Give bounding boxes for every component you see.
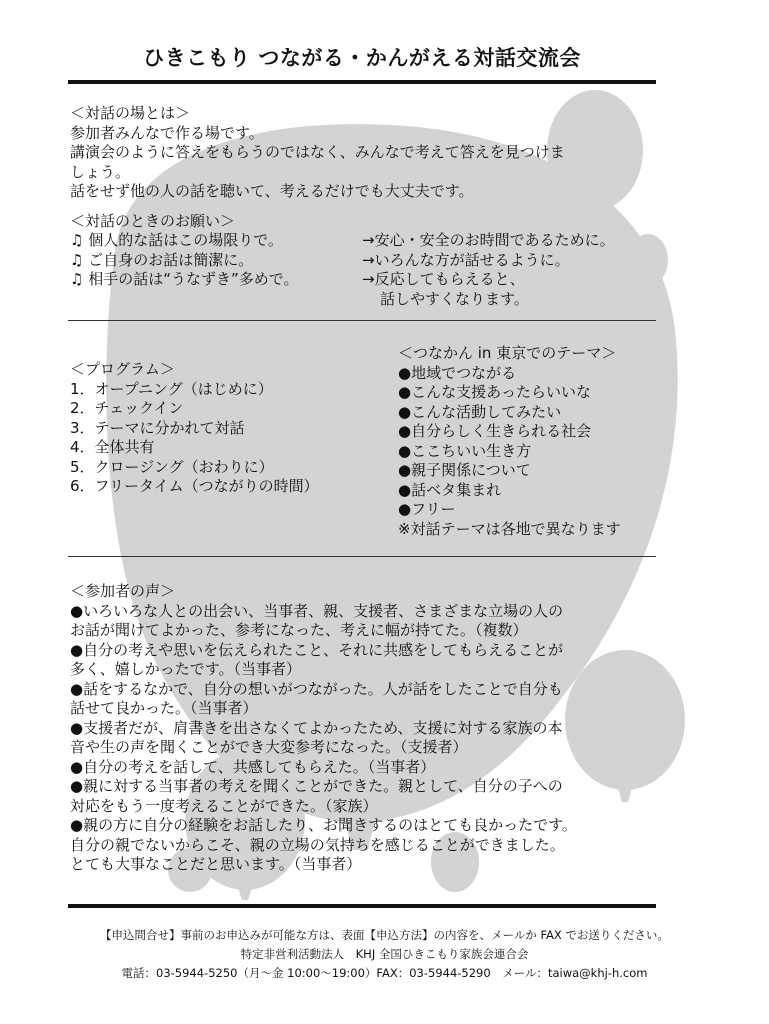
themes-note: ※対話テーマは各地で異なります	[398, 519, 621, 538]
program-item: 4．全体共有	[70, 438, 155, 456]
footer	[40, 926, 729, 983]
voice-line: ●いろいろな人との出会い、当事者、親、支援者、さまざまな立場の人の	[70, 601, 564, 620]
voice-line: 対応をもう一度考えることができた。（家族）	[70, 796, 378, 815]
program-item: 5．クロージング（おわりに）	[70, 457, 274, 476]
request-item: ♫ 相手の話は“うなずき”多めで。	[70, 270, 299, 288]
intro-line: 話をせず他の人の話を聴いて、考えるだけでも大丈夫です。	[70, 182, 474, 200]
intro-heading: ＜対話の場とは＞	[70, 104, 191, 122]
footer-contact: 電話：03-5944-5250（月～金 10:00～19:00）FAX：03-5944-5290 メール：taiwa@khj-h.com	[121, 966, 648, 980]
program-heading: ＜プログラム＞	[70, 360, 175, 378]
request-item: ♫ 個人的な話はこの場限りで。	[70, 231, 283, 249]
theme-item: ●こんな活動してみたい	[398, 402, 562, 421]
page-title: ひきこもり つながる・かんがえる対話交流会	[143, 46, 581, 70]
requests-left-column	[70, 231, 298, 290]
request-reason: →反応してもらえると、	[362, 270, 525, 288]
voice-line: 話せて良かった。（当事者）	[70, 699, 258, 717]
section-divider	[68, 320, 656, 321]
voice-line: 音や生の声を聞くことができ大変参考になった。（支援者）	[70, 738, 468, 756]
program-item: 6．フリータイム（つながりの時間）	[70, 477, 319, 495]
voice-line: ●親の方に自分の経験をお話したり、お聞きするのはとても良かったです。	[70, 816, 577, 834]
theme-item: ●フリー	[398, 500, 456, 518]
title-rule	[68, 80, 656, 84]
intro-line: 参加者みんなで作る場です。	[70, 123, 264, 142]
intro-line: しょう。	[70, 162, 131, 181]
program-section	[70, 360, 319, 497]
section-divider	[68, 556, 656, 557]
voice-line: お話が聞けてよかった、参考になった、考えに幅が持てた。（複数）	[70, 621, 528, 639]
voices-section	[70, 582, 577, 875]
voice-line: ●自分の考えを話して、共感してもらえた。（当事者）	[70, 757, 436, 776]
themes-section	[398, 344, 621, 539]
theme-item: ●話ベタ集まれ	[398, 480, 502, 499]
program-item: 2．チェックイン	[70, 399, 184, 417]
voices-heading: ＜参加者の声＞	[70, 582, 176, 600]
theme-item: ●ここちいい生き方	[398, 441, 532, 460]
theme-item: ●地域でつながる	[398, 363, 517, 382]
program-item: 3．テーマに分かれて対話	[70, 418, 245, 437]
requests-heading: ＜対話のときのお願い＞	[70, 212, 236, 230]
footer-inquiry: 【申込問合せ】事前のお申込みが可能な方は、表面【申込方法】の内容を、メールか FAX でお送りください。	[100, 928, 669, 942]
theme-item: ●親子関係について	[398, 461, 531, 479]
voice-line: 多く、嬉しかったです。（当事者）	[70, 660, 302, 678]
footer-organization: 特定非営利活動法人 KHJ 全国ひきこもり家族会連合会	[240, 947, 529, 961]
request-reason-continuation: 話しやすくなります。	[380, 289, 529, 308]
voice-line: ●支援者だが、肩書きを出さなくてよかったため、支援に対する家族の本	[70, 718, 563, 737]
intro-section	[70, 104, 565, 202]
voice-line: ●自分の考えや思いを伝えられたこと、それに共感をしてもらえることが	[70, 640, 564, 659]
request-reason: →安心・安全のお時間であるために。	[362, 231, 615, 249]
theme-item: ●こんな支援あったらいいな	[398, 383, 591, 401]
voice-line: ●話をするなかで、自分の想いがつながった。人が話をしたことで自分も	[70, 679, 563, 698]
voice-line: ●親に対する当事者の考えを聞くことができた。親として、自分の子への	[70, 777, 563, 795]
program-item: 1．オープニング（はじめに）	[70, 379, 273, 398]
request-item: ♫ ご自身のお話は簡潔に。	[70, 250, 254, 269]
voice-line: 自分の親でないからこそ、親の立場の気持ちを感じることができました。	[70, 835, 565, 854]
themes-heading: ＜つなかん in 東京でのテーマ＞	[398, 344, 617, 362]
footer-rule	[68, 904, 656, 908]
request-reason: →いろんな方が話せるように。	[362, 250, 570, 269]
theme-item: ●自分らしく生きられる社会	[398, 422, 592, 440]
voice-line: とても大事なことだと思います。（当事者）	[70, 855, 362, 873]
requests-right-column	[362, 231, 615, 309]
intro-line: 講演会のように答えをもらうのではなく、みんなで考えて答えを見つけま	[70, 143, 565, 161]
